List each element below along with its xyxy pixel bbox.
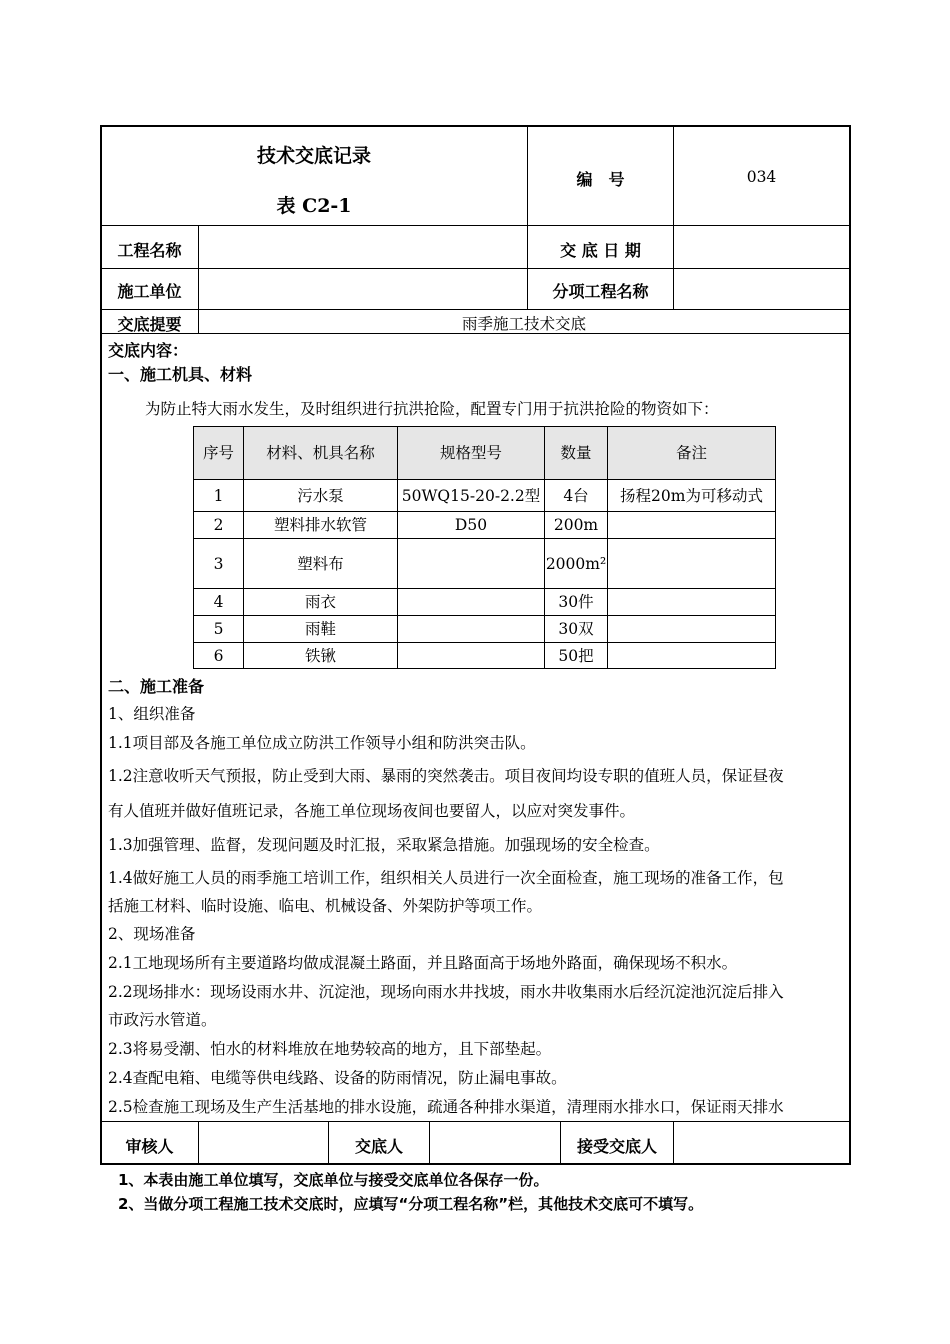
table-cell xyxy=(608,512,776,539)
table-cell: 1 xyxy=(194,480,244,512)
paragraph: 括施工材料、临时设施、临电、机械设备、外架防护等项工作。 xyxy=(108,897,543,915)
table-cell: 50WQ15-20-2.2型 xyxy=(398,480,545,512)
header-cell-note: 备注 xyxy=(608,427,776,480)
reviewer-label: 审核人 xyxy=(125,1137,174,1156)
paragraph: 2.3将易受潮、怕水的材料堆放在地势较高的地方，且下部垫起。 xyxy=(108,1040,552,1058)
grid-line xyxy=(198,1121,199,1164)
table-cell xyxy=(608,643,776,669)
materials-table xyxy=(193,426,776,669)
date-label: 交 底 日 期 xyxy=(560,241,641,260)
paragraph: 2.1工地现场所有主要道路均做成混凝土路面，并且路面高于场地外路面，确保现场不积水。 xyxy=(108,954,738,972)
table-row xyxy=(194,643,776,669)
table-cell xyxy=(608,589,776,616)
org-title: 1、组织准备 xyxy=(108,705,196,723)
table-cell: 3 xyxy=(194,539,244,589)
table-cell: 塑料布 xyxy=(244,539,398,589)
table-cell: 污水泵 xyxy=(244,480,398,512)
table-cell xyxy=(608,616,776,643)
header-cell-index: 序号 xyxy=(194,427,244,480)
paragraph: 1.2注意收听天气预报，防止受到大雨、暴雨的突然袭击。项目夜间均设专职的值班人员，保证昼夜 xyxy=(108,767,784,785)
paragraph: 有人值班并做好值班记录，各施工单位现场夜间也要留人，以应对突发事件。 xyxy=(108,802,636,820)
note-1: 1、本表由施工单位填写，交底单位与接受交底单位各保存一份。 xyxy=(118,1171,549,1189)
table-header-row xyxy=(194,427,776,480)
receiver-label: 接受交底人 xyxy=(576,1137,657,1156)
grid-line xyxy=(673,1121,674,1164)
header-cell-qty: 数量 xyxy=(545,427,608,480)
form-code: 表 C2-1 xyxy=(276,195,352,217)
table-cell xyxy=(398,616,545,643)
table-cell: 4台 xyxy=(545,480,608,512)
summary-value: 雨季施工技术交底 xyxy=(461,315,586,333)
table-cell xyxy=(398,539,545,589)
table-cell: 30件 xyxy=(545,589,608,616)
section2-title: 二、施工准备 xyxy=(108,677,205,696)
table-cell xyxy=(398,589,545,616)
table-cell: 30双 xyxy=(545,616,608,643)
note-2: 2、当做分项工程施工技术交底时，应填写“分项工程名称”栏，其他技术交底可不填写。 xyxy=(118,1195,704,1213)
table-cell xyxy=(608,539,776,589)
grid-line xyxy=(101,309,850,310)
table-cell: 扬程20m为可移动式 xyxy=(608,480,776,512)
table-cell: 200m xyxy=(545,512,608,539)
summary-label: 交底提要 xyxy=(117,315,182,334)
sub-project-label: 分项工程名称 xyxy=(552,282,649,301)
table-cell xyxy=(398,643,545,669)
table-cell: D50 xyxy=(398,512,545,539)
table-cell: 2000m² xyxy=(545,539,608,589)
form-title: 技术交底记录 xyxy=(256,145,371,167)
paragraph: 2.5检查施工现场及生产生活基地的排水设施，疏通各种排水渠道，清理雨水排水口，保证雨天排水 xyxy=(108,1098,784,1116)
intro-text: 为防止特大雨水发生，及时组织进行抗洪抢险，配置专门用于抗洪抢险的物资如下： xyxy=(145,400,719,418)
paragraph: 1.3加强管理、监督，发现问题及时汇报，采取紧急措施。加强现场的安全检查。 xyxy=(108,836,660,854)
grid-line xyxy=(101,225,850,226)
table-cell: 6 xyxy=(194,643,244,669)
grid-line xyxy=(429,1121,430,1164)
paragraph: 2.4查配电箱、电缆等供电线路、设备的防雨情况，防止漏电事故。 xyxy=(108,1069,567,1087)
table-cell: 雨衣 xyxy=(244,589,398,616)
table-cell: 50把 xyxy=(545,643,608,669)
header-cell-name: 材料、机具名称 xyxy=(244,427,398,480)
table-cell: 5 xyxy=(194,616,244,643)
unit-label: 施工单位 xyxy=(117,282,182,301)
discloser-label: 交底人 xyxy=(354,1137,403,1156)
project-name-label: 工程名称 xyxy=(117,241,182,260)
paragraph: 2.2现场排水：现场设雨水井、沉淀池，现场向雨水井找坡，雨水井收集雨水后经沉淀池沉淀后排入 xyxy=(108,983,784,1001)
content-heading: 交底内容： xyxy=(108,341,189,360)
number-value: 034 xyxy=(746,168,777,186)
paragraph: 市政污水管道。 xyxy=(108,1011,217,1029)
section1-title: 一、施工机具、材料 xyxy=(108,365,253,384)
table-cell: 4 xyxy=(194,589,244,616)
table-cell: 雨鞋 xyxy=(244,616,398,643)
grid-line xyxy=(673,126,674,309)
paragraph: 1.1项目部及各施工单位成立防洪工作领导小组和防洪突击队。 xyxy=(108,734,536,752)
grid-line xyxy=(101,268,850,269)
table-row xyxy=(194,480,776,512)
header-cell-spec: 规格型号 xyxy=(398,427,545,480)
paragraph: 1.4做好施工人员的雨季施工培训工作，组织相关人员进行一次全面检查，施工现场的准备工作，包 xyxy=(108,869,784,887)
grid-line xyxy=(101,1121,850,1122)
table-cell: 塑料排水软管 xyxy=(244,512,398,539)
table-row xyxy=(194,616,776,643)
table-cell: 铁锹 xyxy=(244,643,398,669)
table-row xyxy=(194,539,776,589)
site-title: 2、现场准备 xyxy=(108,925,196,943)
table-row xyxy=(194,589,776,616)
table-cell: 2 xyxy=(194,512,244,539)
table-row xyxy=(194,512,776,539)
number-label: 编 号 xyxy=(576,170,625,189)
